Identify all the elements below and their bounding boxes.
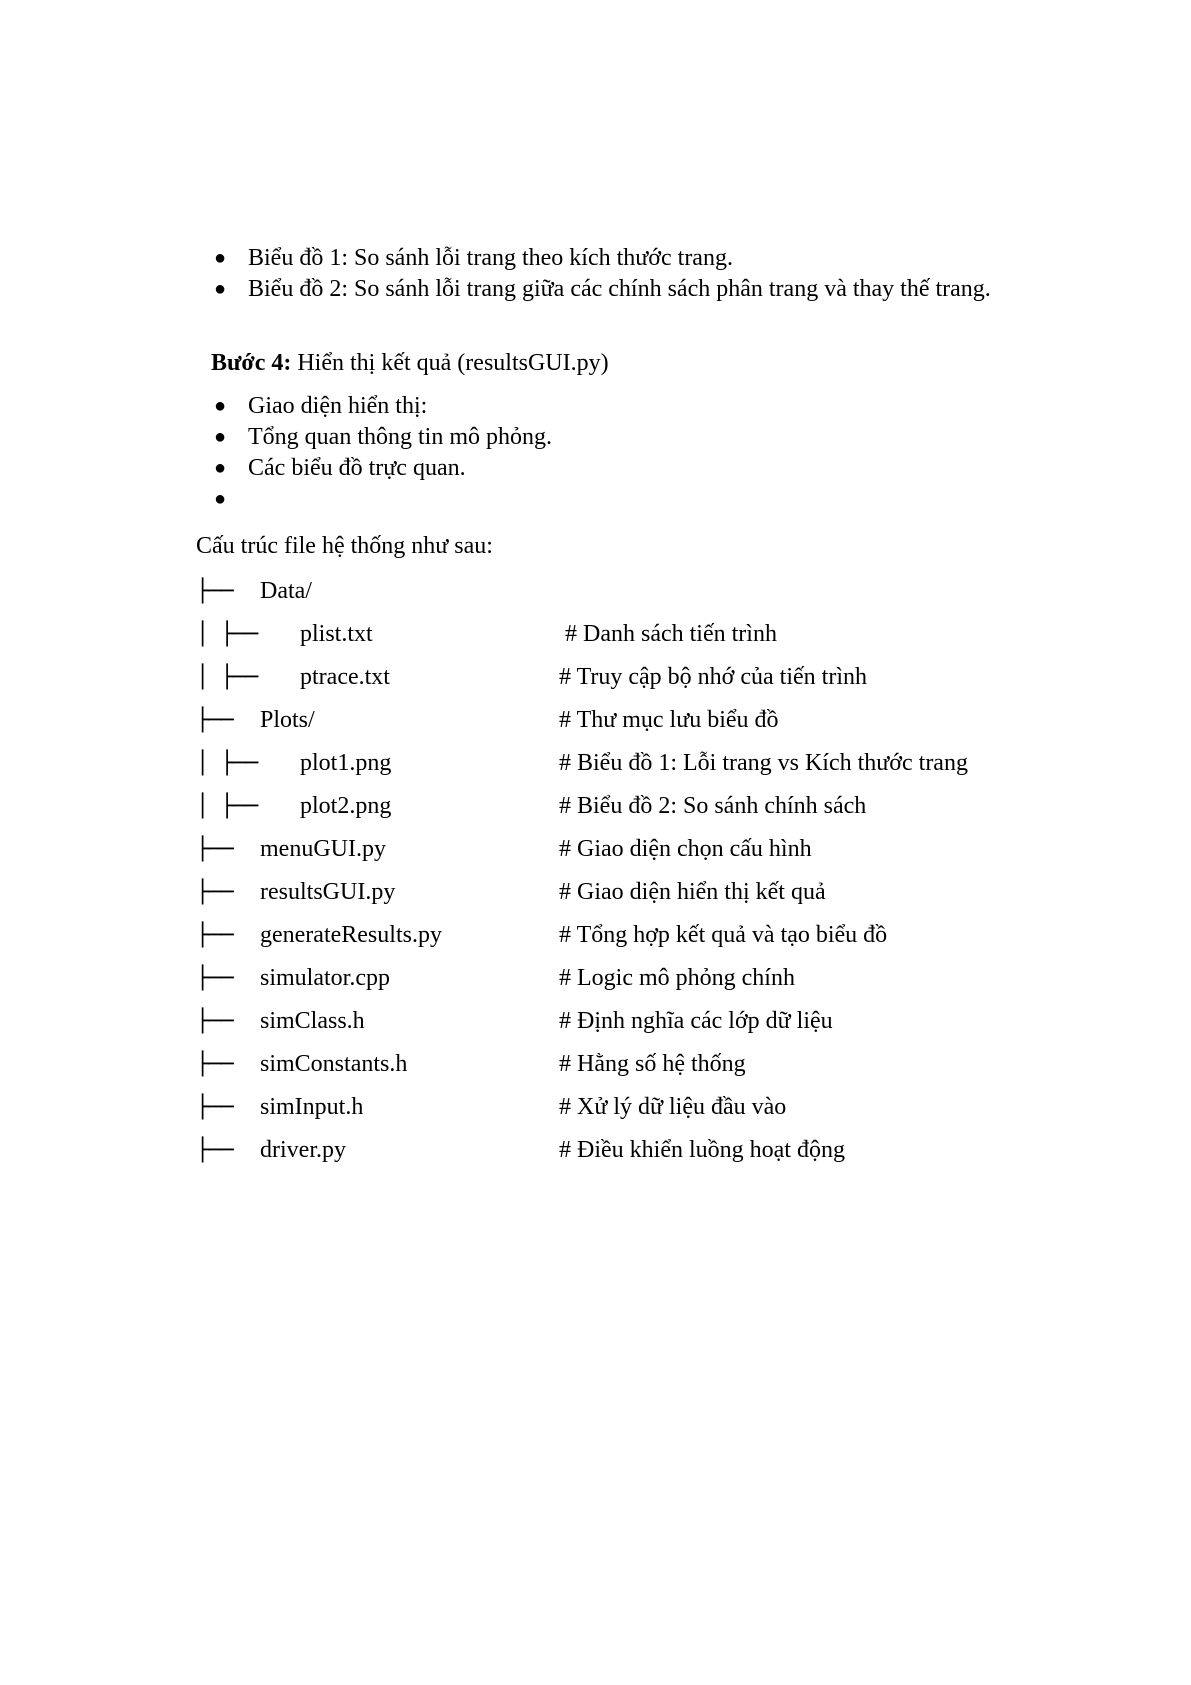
tree-row-data [196, 570, 1096, 613]
list-item [214, 391, 552, 422]
tree-branch: │ ├── [196, 622, 258, 647]
tree-row-ptrace [196, 656, 1096, 699]
tree-item-name: plist.txt [300, 621, 373, 647]
tree-item-name: Plots/ [260, 707, 315, 733]
tree-item-name: simConstants.h [260, 1051, 408, 1077]
tree-comment: # Hằng số hệ thống [559, 1051, 746, 1077]
tree-row-siminput [196, 1086, 1096, 1129]
tree-comment: # Giao diện hiển thị kết quả [559, 879, 826, 905]
tree-row-plots [196, 699, 1096, 742]
list-item [214, 274, 1018, 305]
step-label: Bước 4: [211, 350, 292, 376]
file-tree [196, 570, 1096, 1172]
tree-branch: ├── [196, 880, 233, 905]
tree-item-name: simClass.h [260, 1008, 365, 1034]
tree-comment: # Biểu đồ 1: Lỗi trang vs Kích thước trang [559, 750, 968, 776]
tree-item-name: simulator.cpp [260, 965, 390, 991]
tree-item-name: ptrace.txt [300, 664, 390, 690]
step-text: Hiển thị kết quả (resultsGUI.py) [291, 350, 609, 376]
tree-branch: ├── [196, 837, 233, 862]
tree-branch: ├── [196, 966, 233, 991]
tree-comment: # Xử lý dữ liệu đầu vào [559, 1094, 787, 1120]
tree-branch: ├── [196, 708, 233, 733]
bullet-icon: ● [214, 488, 227, 510]
tree-comment: # Định nghĩa các lớp dữ liệu [559, 1008, 833, 1034]
tree-branch: │ ├── [196, 751, 258, 776]
tree-branch: ├── [196, 1095, 233, 1120]
tree-comment: # Điều khiển luồng hoạt động [559, 1137, 845, 1163]
results-bullet-list [214, 391, 552, 510]
tree-branch: ├── [196, 923, 233, 948]
tree-item-name: menuGUI.py [260, 836, 386, 862]
bullet-icon: ● [214, 395, 227, 417]
file-structure-intro: Cấu trúc file hệ thống như sau: [196, 533, 493, 559]
tree-item-name: generateResults.py [260, 922, 442, 948]
bullet-text: Giao diện hiển thị: [248, 393, 428, 419]
chart-bullet-list [214, 243, 1018, 305]
tree-row-simulator [196, 957, 1096, 1000]
list-item [214, 422, 552, 453]
tree-item-name: resultsGUI.py [260, 879, 396, 905]
tree-comment: # Tổng hợp kết quả và tạo biểu đồ [559, 922, 888, 948]
tree-branch: ├── [196, 1052, 233, 1077]
tree-comment: # Danh sách tiến trình [565, 621, 777, 647]
list-item [214, 243, 1018, 274]
tree-row-plist [196, 613, 1096, 656]
tree-branch: ├── [196, 1138, 233, 1163]
tree-row-resultsgui [196, 871, 1096, 914]
bullet-icon: ● [214, 426, 227, 448]
tree-comment: # Logic mô phỏng chính [559, 965, 795, 991]
bullet-text: Biểu đồ 2: So sánh lỗi trang giữa các chính sách phân trang và thay thế trang. [248, 276, 991, 302]
tree-item-name: simInput.h [260, 1094, 364, 1120]
bullet-text: Tổng quan thông tin mô phỏng. [248, 424, 552, 450]
bullet-text: Các biểu đồ trực quan. [248, 455, 466, 481]
tree-item-name: Data/ [260, 578, 312, 604]
tree-branch: ├── [196, 579, 233, 604]
tree-comment: # Truy cập bộ nhớ của tiến trình [559, 664, 867, 690]
step-heading [211, 348, 609, 379]
list-item [214, 453, 552, 484]
tree-comment: # Thư mục lưu biểu đồ [559, 707, 779, 733]
tree-row-menugui [196, 828, 1096, 871]
tree-row-driver [196, 1129, 1096, 1172]
bullet-icon: ● [214, 247, 227, 269]
tree-item-name: plot2.png [300, 793, 392, 819]
tree-row-simconstants [196, 1043, 1096, 1086]
tree-row-plot2 [196, 785, 1096, 828]
tree-row-generateresults [196, 914, 1096, 957]
tree-item-name: plot1.png [300, 750, 392, 776]
bullet-icon: ● [214, 278, 227, 300]
bullet-text: Biểu đồ 1: So sánh lỗi trang theo kích thước trang. [248, 245, 733, 271]
tree-comment: # Biểu đồ 2: So sánh chính sách [559, 793, 867, 819]
tree-branch: │ ├── [196, 794, 258, 819]
tree-row-plot1 [196, 742, 1096, 785]
tree-item-name: driver.py [260, 1137, 346, 1163]
tree-branch: ├── [196, 1009, 233, 1034]
bullet-icon: ● [214, 457, 227, 479]
tree-comment: # Giao diện chọn cấu hình [559, 836, 812, 862]
tree-branch: │ ├── [196, 665, 258, 690]
tree-row-simclass [196, 1000, 1096, 1043]
